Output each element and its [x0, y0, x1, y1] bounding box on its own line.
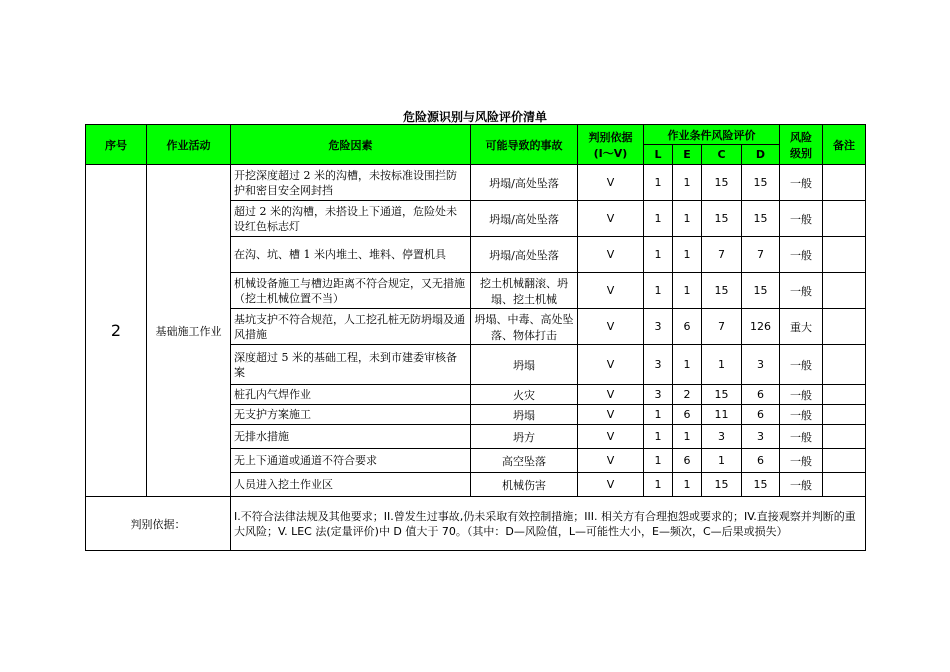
e-cell: 1 — [673, 273, 702, 309]
d-cell: 6 — [742, 385, 780, 405]
d-cell: 15 — [742, 273, 780, 309]
l-cell: 1 — [644, 425, 673, 449]
l-cell: 1 — [644, 449, 673, 473]
l-cell: 1 — [644, 273, 673, 309]
e-cell: 1 — [673, 473, 702, 497]
footer-row — [86, 497, 866, 551]
c-cell: 15 — [702, 165, 742, 201]
basis-cell: V — [578, 473, 644, 497]
header-activity: 作业活动 — [147, 125, 231, 165]
hazard-cell: 桩孔内气焊作业 — [231, 385, 471, 405]
basis-cell: V — [578, 309, 644, 345]
hazard-cell: 无排水措施 — [231, 425, 471, 449]
d-cell: 3 — [742, 425, 780, 449]
accident-cell: 坍塌/高处坠落 — [471, 201, 578, 237]
level-cell: 一般 — [780, 449, 823, 473]
remark-cell — [823, 345, 866, 385]
header-e: E — [673, 145, 702, 165]
hazard-cell: 基坑支护不符合规范，人工挖孔桩无防坍塌及通风措施 — [231, 309, 471, 345]
l-cell: 1 — [644, 201, 673, 237]
basis-cell: V — [578, 449, 644, 473]
level-cell: 一般 — [780, 273, 823, 309]
basis-cell: V — [578, 385, 644, 405]
header-basis-line2: (I～V) — [593, 146, 628, 160]
level-cell: 一般 — [780, 165, 823, 201]
hazard-cell: 无支护方案施工 — [231, 405, 471, 425]
basis-cell: V — [578, 405, 644, 425]
e-cell: 1 — [673, 345, 702, 385]
header-basis — [578, 125, 644, 165]
header-hazard: 危险因素 — [231, 125, 471, 165]
l-cell: 1 — [644, 405, 673, 425]
remark-cell — [823, 309, 866, 345]
remark-cell — [823, 273, 866, 309]
d-cell: 3 — [742, 345, 780, 385]
c-cell: 11 — [702, 405, 742, 425]
remark-cell — [823, 449, 866, 473]
d-cell: 6 — [742, 405, 780, 425]
e-cell: 1 — [673, 165, 702, 201]
c-cell: 7 — [702, 309, 742, 345]
basis-cell: V — [578, 425, 644, 449]
remark-cell — [823, 237, 866, 273]
level-cell: 一般 — [780, 201, 823, 237]
l-cell: 3 — [644, 385, 673, 405]
remark-cell — [823, 385, 866, 405]
e-cell: 1 — [673, 201, 702, 237]
level-cell: 一般 — [780, 405, 823, 425]
e-cell: 6 — [673, 449, 702, 473]
c-cell: 1 — [702, 345, 742, 385]
remark-cell — [823, 201, 866, 237]
e-cell: 1 — [673, 237, 702, 273]
remark-cell — [823, 425, 866, 449]
hazard-cell: 在沟、坑、槽 1 米内堆土、堆料、停置机具 — [231, 237, 471, 273]
header-basis-line1: 判别依据 — [588, 130, 633, 144]
c-cell: 15 — [702, 273, 742, 309]
c-cell: 1 — [702, 449, 742, 473]
hazard-cell: 机械设备施工与槽边距离不符合规定，又无措施（挖土机械位置不当） — [231, 273, 471, 309]
remark-cell — [823, 165, 866, 201]
e-cell: 6 — [673, 405, 702, 425]
header-c: C — [702, 145, 742, 165]
table-row — [86, 165, 866, 201]
header-eval: 作业条件风险评价 — [644, 125, 780, 145]
basis-cell: V — [578, 237, 644, 273]
footer-label: 判别依据： — [86, 497, 231, 551]
level-cell: 一般 — [780, 425, 823, 449]
accident-cell: 坍塌 — [471, 405, 578, 425]
page-title: 危险源识别与风险评价清单 — [402, 110, 547, 124]
level-cell: 一般 — [780, 385, 823, 405]
risk-table — [85, 124, 866, 551]
header-risk — [780, 125, 823, 165]
level-cell: 一般 — [780, 473, 823, 497]
l-cell: 1 — [644, 473, 673, 497]
accident-cell: 火灾 — [471, 385, 578, 405]
group-seq: 2 — [86, 165, 147, 497]
d-cell: 15 — [742, 473, 780, 497]
l-cell: 1 — [644, 237, 673, 273]
e-cell: 2 — [673, 385, 702, 405]
remark-cell — [823, 405, 866, 425]
l-cell: 1 — [644, 165, 673, 201]
basis-cell: V — [578, 345, 644, 385]
header-risk-line1: 风险 — [790, 130, 812, 144]
footer-note: I.不符合法律法规及其他要求；II.曾发生过事故,仍未采取有效控制措施；III. 相关方有合理抱怨或要求的；IV.直接观察并判断的重大风险；V. LEC 法(定量评价)中 D 值大于 70。（其中：D—风险值，L—可能性大小，E—频次，C—后果或损失） — [231, 497, 866, 551]
header-d: D — [742, 145, 780, 165]
level-cell: 一般 — [780, 237, 823, 273]
accident-cell: 机械伤害 — [471, 473, 578, 497]
remark-cell — [823, 473, 866, 497]
basis-cell: V — [578, 165, 644, 201]
header-remark: 备注 — [823, 125, 866, 165]
c-cell: 3 — [702, 425, 742, 449]
l-cell: 3 — [644, 309, 673, 345]
e-cell: 1 — [673, 425, 702, 449]
level-cell: 重大 — [780, 309, 823, 345]
c-cell: 7 — [702, 237, 742, 273]
hazard-cell: 人员进入挖土作业区 — [231, 473, 471, 497]
header-risk-line2: 级别 — [790, 146, 812, 160]
hazard-cell: 无上下通道或通道不符合要求 — [231, 449, 471, 473]
c-cell: 15 — [702, 473, 742, 497]
header-accident: 可能导致的事故 — [471, 125, 578, 165]
accident-cell: 坍塌、中毒、高处坠落、物体打击 — [471, 309, 578, 345]
c-cell: 15 — [702, 385, 742, 405]
d-cell: 126 — [742, 309, 780, 345]
accident-cell: 坍塌/高处坠落 — [471, 165, 578, 201]
e-cell: 6 — [673, 309, 702, 345]
header-seq: 序号 — [86, 125, 147, 165]
hazard-cell: 深度超过 5 米的基础工程，未到市建委审核备案 — [231, 345, 471, 385]
level-cell: 一般 — [780, 345, 823, 385]
basis-cell: V — [578, 273, 644, 309]
d-cell: 6 — [742, 449, 780, 473]
accident-cell: 坍塌/高处坠落 — [471, 237, 578, 273]
accident-cell: 坍塌 — [471, 345, 578, 385]
d-cell: 15 — [742, 201, 780, 237]
c-cell: 15 — [702, 201, 742, 237]
accident-cell: 挖土机械翻滚、坍塌、挖土机械 — [471, 273, 578, 309]
d-cell: 15 — [742, 165, 780, 201]
accident-cell: 高空坠落 — [471, 449, 578, 473]
accident-cell: 坍方 — [471, 425, 578, 449]
basis-cell: V — [578, 201, 644, 237]
hazard-cell: 开挖深度超过 2 米的沟槽，未按标准设围拦防护和密目安全网封挡 — [231, 165, 471, 201]
hazard-cell: 超过 2 米的沟槽，未搭设上下通道，危险处未设红色标志灯 — [231, 201, 471, 237]
group-activity: 基础施工作业 — [147, 165, 231, 497]
d-cell: 7 — [742, 237, 780, 273]
l-cell: 3 — [644, 345, 673, 385]
header-l: L — [644, 145, 673, 165]
